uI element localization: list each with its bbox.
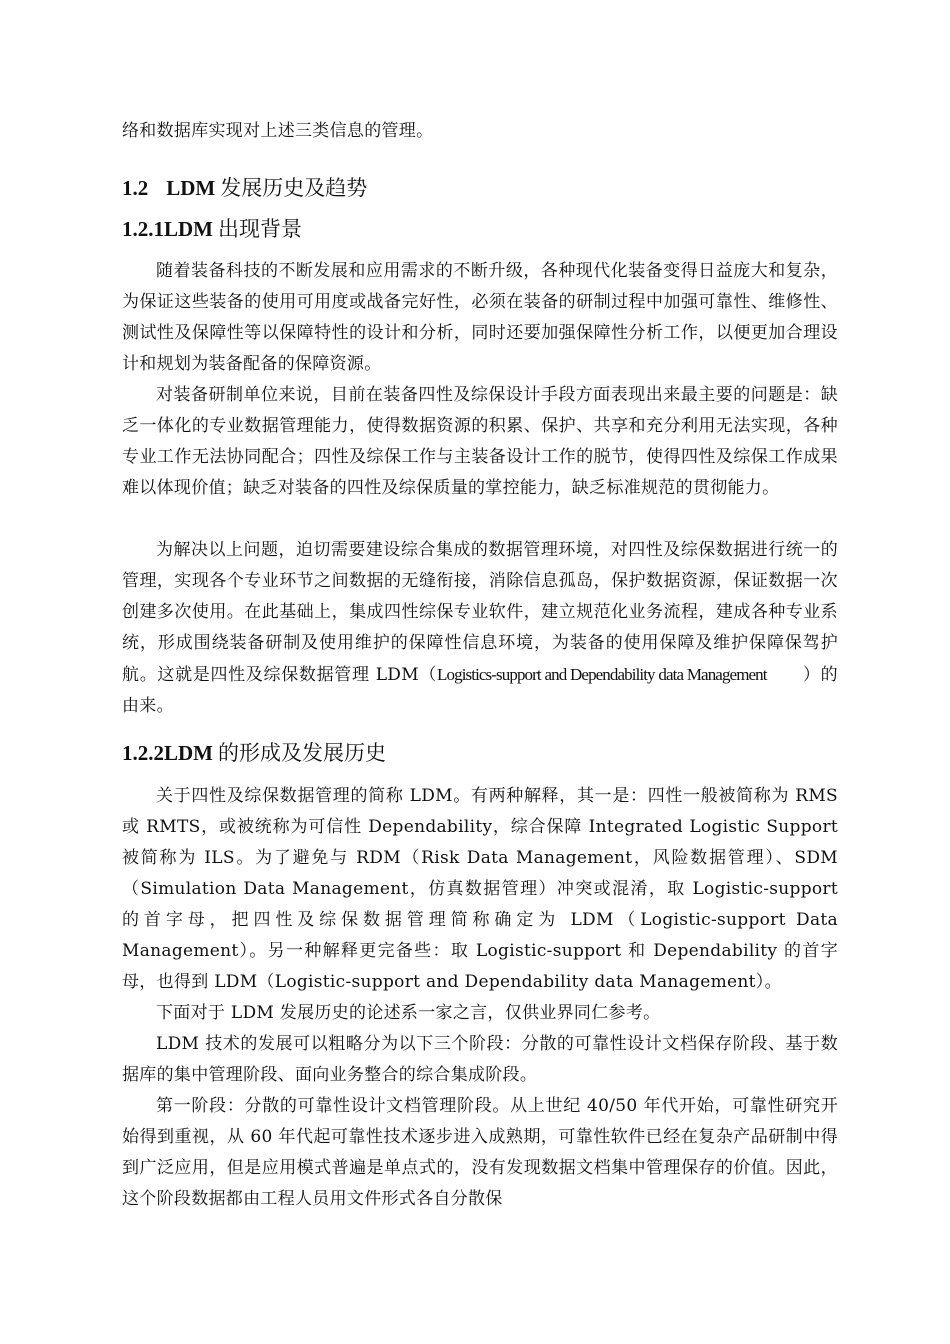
- section-title: 发展历史及趋势: [220, 176, 368, 200]
- intro-line: 络和数据库实现对上述三类信息的管理。: [122, 121, 434, 141]
- paragraph-history-3: LDM 技术的发展可以粗略分为以下三个阶段：分散的可靠性设计文档保存阶段、基于数据库的集中管理阶段、面向业务整合的综合集成阶段。: [122, 1034, 838, 1085]
- paragraph-background-3: [122, 535, 838, 722]
- section-ldm: LDM: [166, 176, 216, 200]
- paragraph-background-2: 对装备研制单位来说，目前在装备四性及综保设计手段方面表现出来最主要的问题是：缺乏一体化的专业数据管理能力，使得数据资源的积累、保护、共享和充分利用无法实现，各种专业工作无法协同配合；四性及综保工作与主装备设计工作的脱节，使得四性及综保工作成果难以体现价值；缺乏对装备的四性及综保质量的掌控能力，缺乏标准规范的贯彻能力。: [122, 385, 838, 498]
- section-heading-1-2-2: [122, 738, 838, 768]
- paragraph-history-4: 第一阶段：分散的可靠性设计文档管理阶段。从上世纪 40/50 年代开始，可靠性研究开始得到重视，从 60 年代起可靠性技术逐步进入成熟期，可靠性软件已经在复杂产品研制中得到广泛应用，但是应用模式普遍是单点式的，没有发现数据文档集中管理保存的价值。因此，这个阶段数据都由工程人员用文件形式各自分散保: [122, 1096, 838, 1209]
- section-title: 出现背景: [218, 217, 302, 241]
- paragraph-text: 为解决以上问题，迫切需要建设综合集成的数据管理环境，对四性及综保数据进行统一的管理，实现各个专业环节之间数据的无缝衔接，消除信息孤岛，保护数据资源，保证数据一次创建多次使用。在此基础上，集成四性综保专业软件，建立规范化业务流程，建成各种专业系统，形成围绕装备研制及使用维护的保障性信息环境，为装备的使用保障及维护保障保驾护航。这就是四性及综保数据管理 LDM: [122, 540, 838, 685]
- section-number: 1.2: [122, 176, 149, 200]
- paren-open: （: [418, 665, 438, 685]
- section-number: 1.2.1: [122, 217, 164, 241]
- section-ldm: LDM: [164, 741, 213, 765]
- section-heading-1-2-1: [122, 214, 838, 244]
- section-number: 1.2.2: [122, 741, 164, 765]
- english-term: Logistics-support and Dependability data Management: [437, 665, 767, 684]
- paragraph-history-2: 下面对于 LDM 发展历史的论述系一家之言，仅供业界同仁参考。: [156, 1003, 661, 1023]
- paragraph-tail: ）的由来。: [122, 665, 838, 716]
- section-ldm: LDM: [164, 217, 213, 241]
- paragraph-background-1: 随着装备科技的不断发展和应用需求的不断升级，各种现代化装备变得日益庞大和复杂，为保证这些装备的使用可用度或战备完好性，必须在装备的研制过程中加强可靠性、维修性、测试性及保障性等以保障特性的设计和分析，同时还要加强保障性分析工作，以便更加合理设计和规划为装备配备的保障资源。: [122, 261, 838, 374]
- section-heading-1-2: [122, 173, 838, 203]
- section-title: 的形成及发展历史: [218, 741, 386, 765]
- paragraph-history-1: 关于四性及综保数据管理的简称 LDM。有两种解释，其一是：四性一般被简称为 RMS 或 RMTS，或被统称为可信性 Dependability，综合保障 Integrated Logistic Support 被简称为 ILS。为了避免与 RDM（Risk Data Management，风险数据管理）、SDM（Simulation Data Management，仿真数据管理）冲突或混淆，取 Logistic-support 的首字母，把四性及综保数据管理简称确定为 LDM（Logistic-support Data Management）。另一种解释更完备些：取 Logistic-support 和 Dependability 的首字母，也得到 LDM（Logistic-support and Dependability data Management）。: [122, 786, 838, 992]
